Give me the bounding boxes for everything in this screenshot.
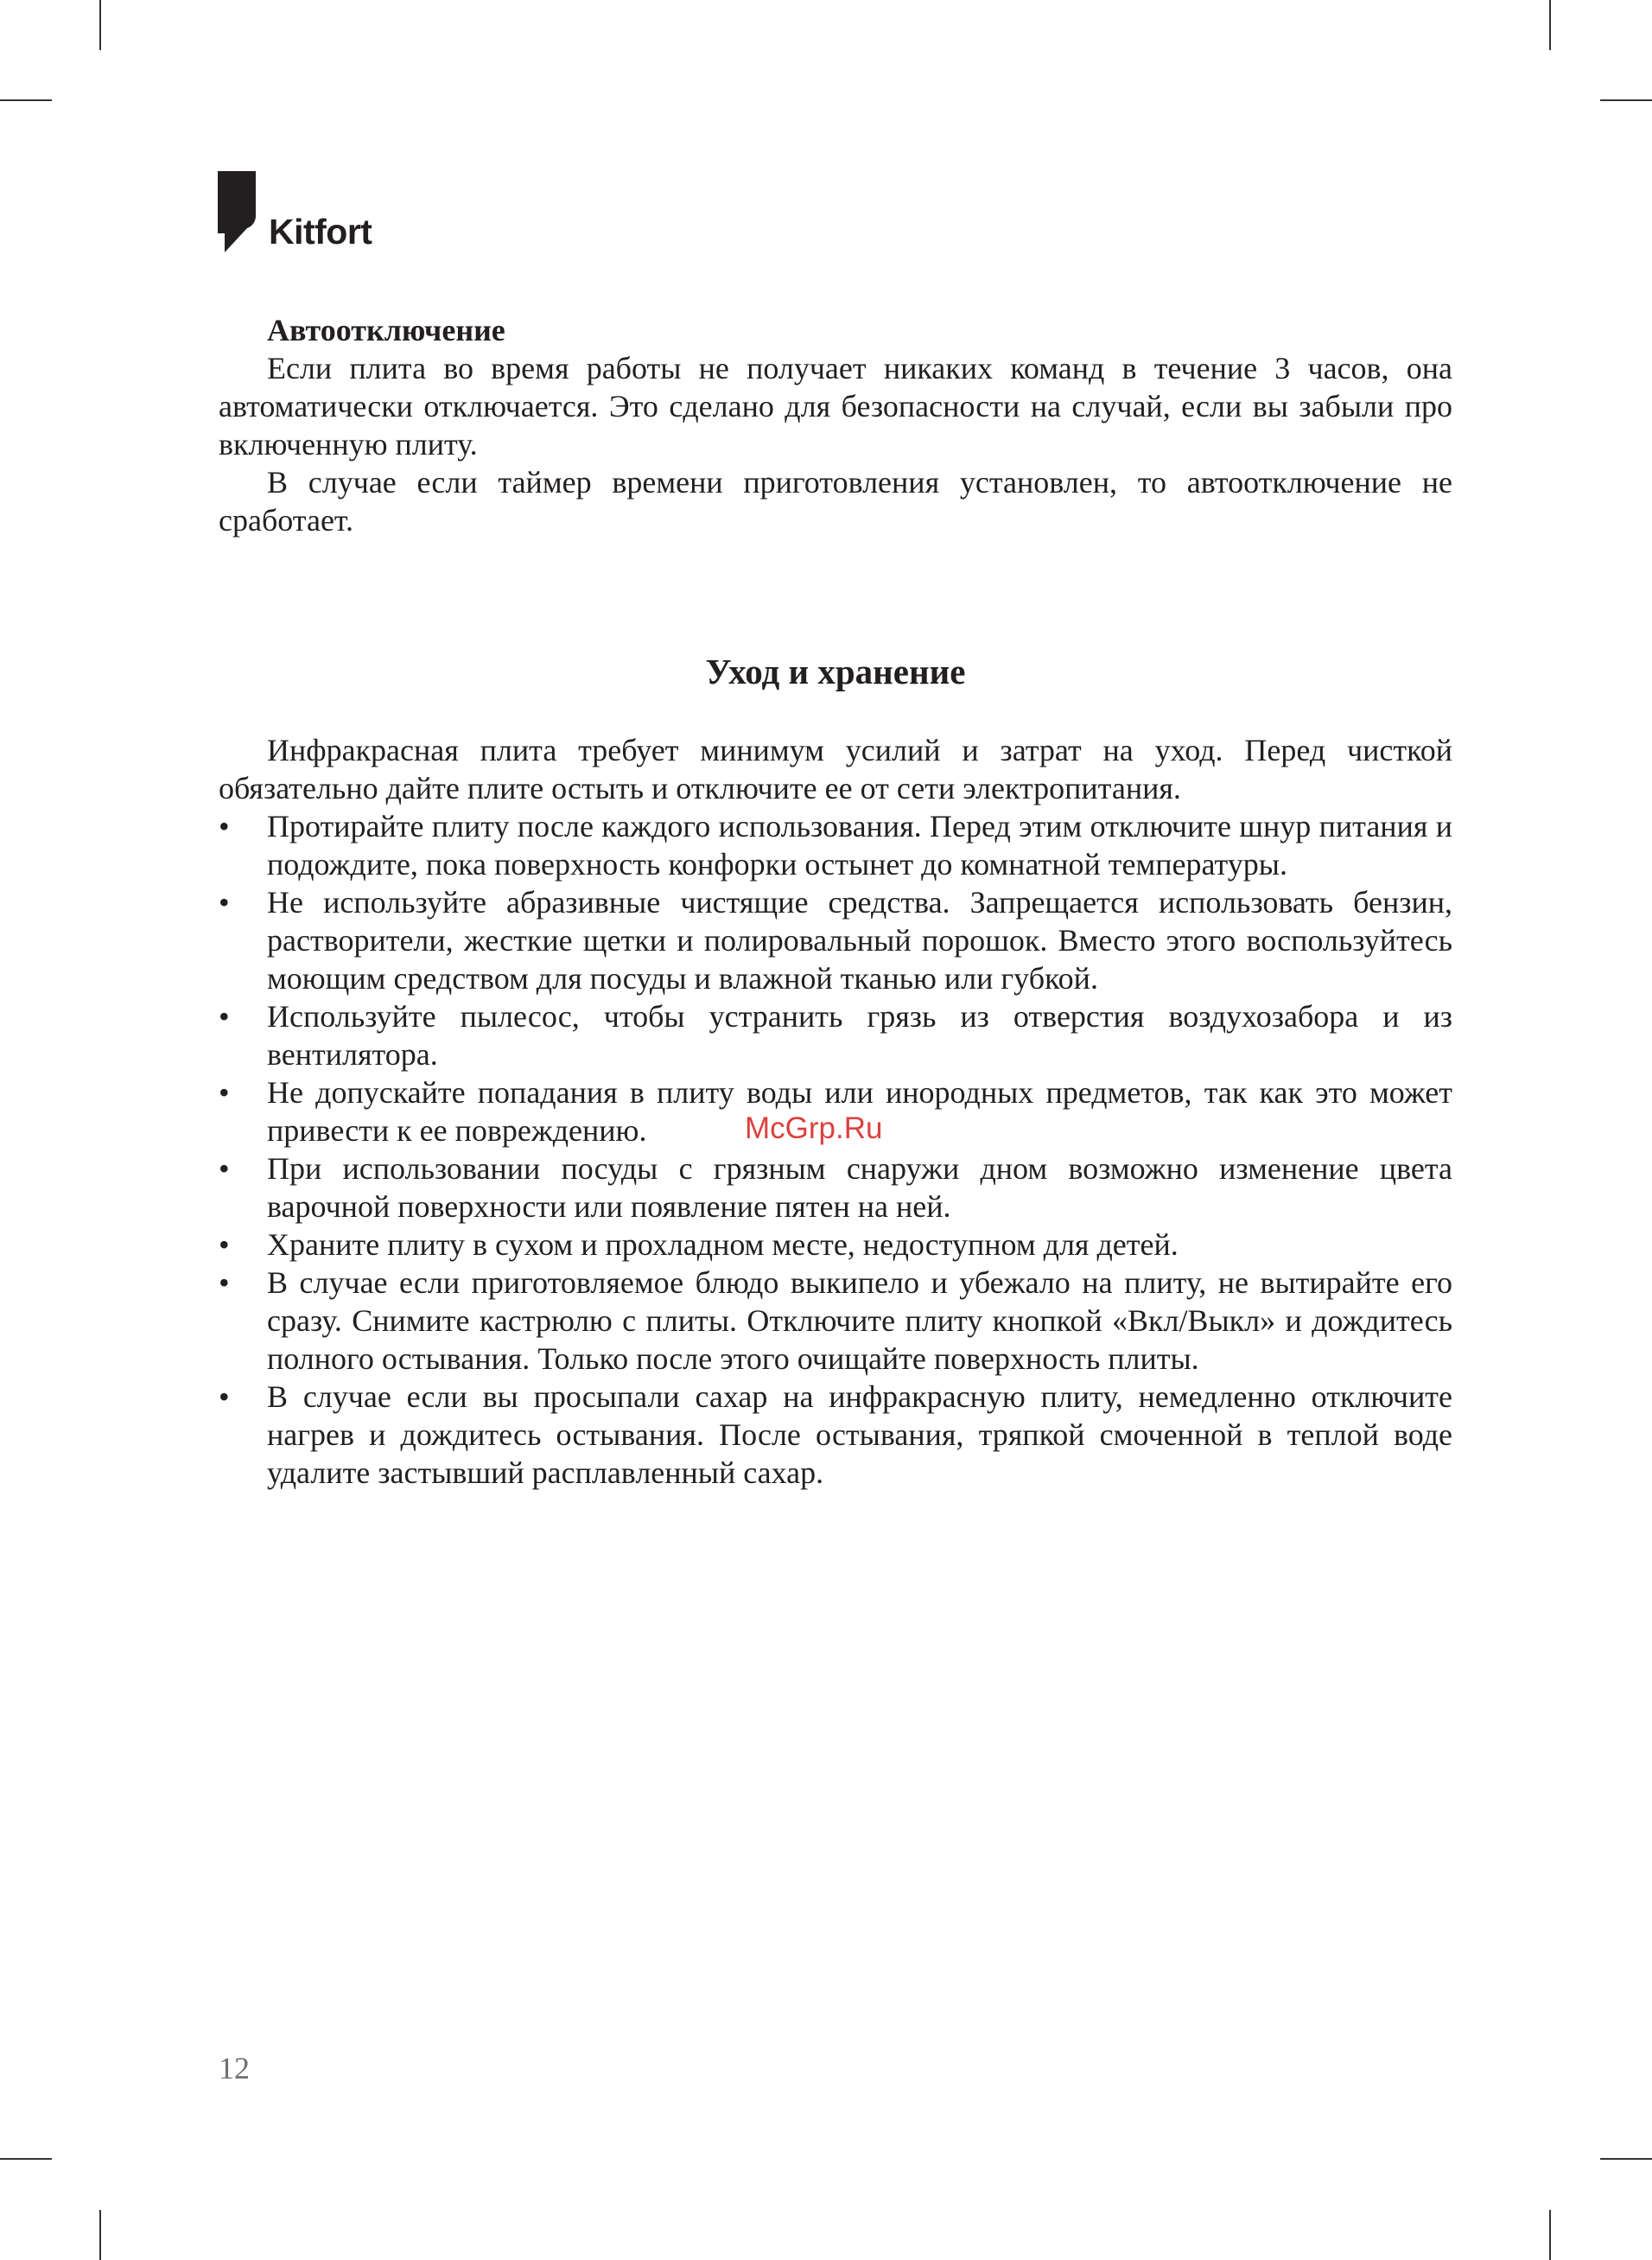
- crop-mark-left-bottom: [0, 2158, 52, 2160]
- auto-off-paragraph-2: В случае если таймер времени приготовления установлен, то автоотключение не сработает.: [219, 465, 1452, 538]
- bullet: •: [219, 1151, 230, 1186]
- crop-mark-right-bottom: [1600, 2158, 1652, 2160]
- crop-mark-top-left: [99, 0, 101, 50]
- list-item: [219, 1378, 1452, 1492]
- crop-mark-bottom-right: [1549, 2210, 1551, 2260]
- list-item-text: Используйте пылесос, чтобы устранить грязь из отверстия воздухозабора и из вентилятора.: [267, 999, 1452, 1072]
- list-item-text: Храните плиту в сухом и прохладном месте, недоступном для детей.: [267, 1227, 1179, 1262]
- care-intro: Инфракрасная плита требует минимум усилий и затрат на уход. Перед чисткой обязательно дайте плите остыть и отключите ее от сети электропитания.: [219, 733, 1452, 805]
- list-item-text: В случае если вы просыпали сахар на инфракрасную плиту, немедленно отключите нагрев и дождитесь остывания. После остывания, тряпкой смоченной в теплой воде удалите застывший расплавленный сахар.: [267, 1379, 1452, 1490]
- list-item-text: Не допускайте попадания в плиту воды или инородных предметов, так как это может привести к ее повреждению.: [267, 1075, 1452, 1148]
- bullet: •: [219, 1075, 230, 1110]
- list-item-text: При использовании посуды с грязным снаружи дном возможно изменение цвета варочной поверхности или появление пятен на ней.: [267, 1151, 1452, 1224]
- list-item-text: В случае если приготовляемое блюдо выкипело и убежало на плиту, не вытирайте его сразу. Снимите кастрюлю с плиты. Отключите плиту кнопкой «Вкл/Выкл» и дождитесь полного остывания. Только после этого очищайте поверхность плиты.: [267, 1265, 1452, 1376]
- bullet: •: [219, 809, 230, 844]
- crop-mark-right-top: [1600, 99, 1652, 101]
- list-item: [219, 1264, 1452, 1378]
- brand-name: Kitfort: [269, 212, 372, 251]
- list-item: [219, 997, 1452, 1073]
- list-item-text: Не используйте абразивные чистящие средства. Запрещается использовать бензин, растворители, жесткие щетки и полировальный порошок. Вместо этого воспользуйтесь моющим средством для посуды и влажной тканью или губкой.: [267, 885, 1452, 996]
- list-item: [219, 1149, 1452, 1225]
- watermark: McGrp.Ru: [745, 1111, 883, 1145]
- auto-off-paragraph-1: Если плита во время работы не получает никаких команд в течение 3 часов, она автоматически отключается. Это сделано для безопасности на случай, если вы забыли про включенную плиту.: [219, 351, 1452, 462]
- crop-mark-top-right: [1549, 0, 1551, 50]
- list-item-text: Протирайте плиту после каждого использования. Перед этим отключите шнур питания и подождите, пока поверхность конфорки остынет до комнатной температуры.: [267, 809, 1452, 882]
- auto-off-section: [219, 311, 1452, 539]
- care-list: [219, 807, 1452, 1492]
- bullet: •: [219, 1227, 230, 1262]
- kitfort-logo: [218, 171, 391, 258]
- section-title: Уход и хранение: [705, 652, 966, 691]
- bullet: •: [219, 1379, 230, 1414]
- list-item: [219, 883, 1452, 997]
- list-item: [219, 807, 1452, 883]
- page-number: 12: [219, 2051, 250, 2085]
- auto-off-heading: Автоотключение: [267, 313, 505, 347]
- list-item: [219, 1225, 1452, 1264]
- bullet: •: [219, 999, 230, 1034]
- crop-mark-left-top: [0, 99, 52, 101]
- bullet: •: [219, 885, 230, 920]
- crop-mark-bottom-left: [99, 2210, 101, 2260]
- bullet: •: [219, 1265, 230, 1300]
